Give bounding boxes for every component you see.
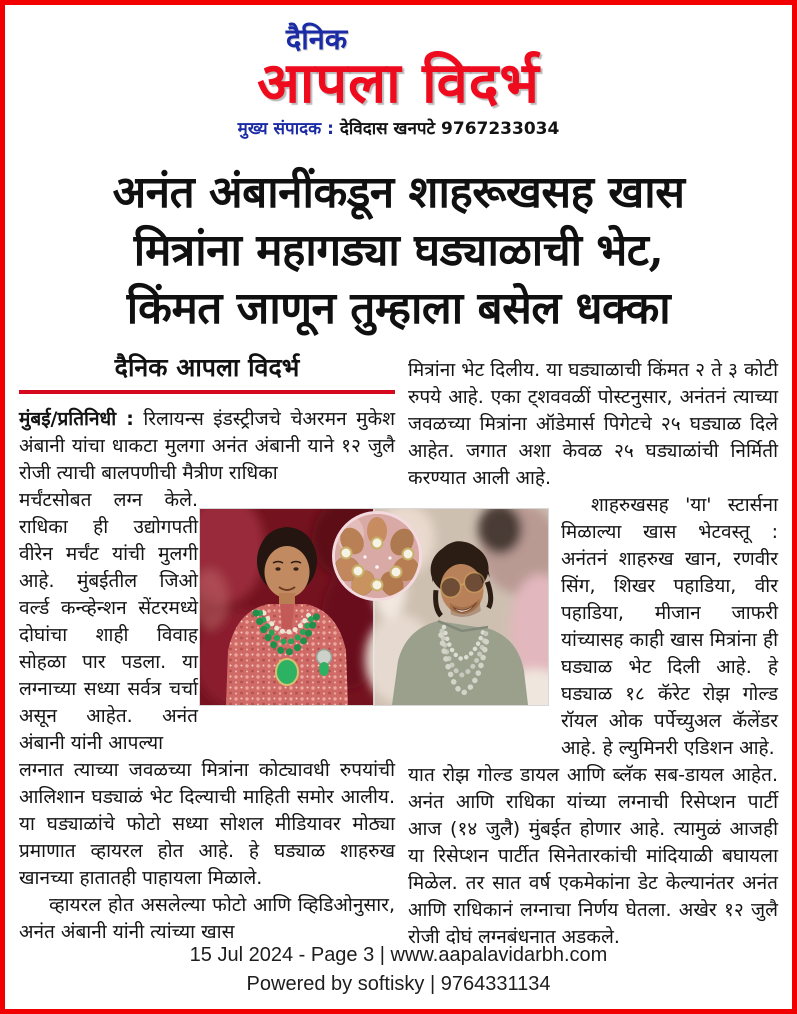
masthead-title: आपला विदर्भ	[257, 51, 540, 116]
article-paragraph: शाहरुखसह 'या' स्टार्सना मिळाल्या खास भेटवस्तू : अनंतनं शाहरुख खान, रणवीर सिंग, शिखर पहाडिया, वीर पहाडिया, मीजान जाफरी यांच्यासह काही खास मित्रांना ही घड्याळ भेट दिली आहे. हे घड्याळ १८ कॅरेट रोझ गोल्ड रॉयल ओक पर्पेच्युअल कॅलेंडर आहे. हे ल्युमिनरी एडिशन आहे.	[561, 494, 778, 759]
article-paragraph: व्हायरल होत असलेल्या फोटो आणि व्हिडिओनुसार, अनंत अंबानी यांनी त्यांच्या खास	[19, 894, 395, 943]
headline-line-2: मित्रांना महागड्या घड्याळाची भेट,	[133, 225, 664, 276]
footer-date-page-website: 15 Jul 2024 - Page 3 | www.aapalavidarbh.com	[189, 944, 608, 966]
article-paragraph: मर्चंटसोबत लग्न केले. राधिका ही उद्योगपती वीरेन मर्चंट यांची मुलगी आहे. मुंबईतील जिओ वर्ल्ड कन्व्हेन्शन सेंटरमध्ये दोघांचा शाही विवाह सोहळा पार पडला. या लग्नाच्या सध्या सर्वत्र चर्चा असून आहेत. अनंत अंबानी यांनी आपल्या	[19, 489, 198, 754]
article-paragraph	[19, 406, 395, 487]
dateline-label: मुंबई/प्रतिनिधी :	[19, 408, 134, 430]
article-paragraph: लग्नात त्याच्या जवळच्या मित्रांना कोट्यावधी रुपयांची आलिशान घड्याळं भेट दिल्याची माहिती समोर आलीय. या घड्याळांचे फोटो सध्या सोशल मीडियावर मोठ्या प्रमाणात व्हायरल होत आहे. हे घड्याळ शाहरुख खानच्या हातातही पाहायला मिळाले.	[19, 759, 395, 889]
section-divider	[19, 390, 395, 394]
footer	[5, 941, 792, 999]
section-header: दैनिक आपला विदर्भ	[114, 353, 300, 382]
headline-line-3: किंमत जाणून तुम्हाला बसेल धक्का	[126, 283, 671, 334]
masthead-pretitle: दैनिक	[285, 22, 348, 56]
masthead-tagline	[5, 121, 792, 138]
editor-label: मुख्य संपादक :	[237, 119, 334, 139]
article-body	[19, 352, 778, 951]
article-paragraph: यात रोझ गोल्ड डायल आणि ब्लॅक सब-डायल आहेत. अनंत आणि राधिका यांच्या लग्नाची रिसेप्शन पार्टी आज (१४ जुलै) मुंबईत होणार आहे. त्यामुळं आजही या रिसेप्शन पार्टीत सिनेतारकांची मांदियाळी बघायला मिळेल. तर सात वर्ष एकमेकांना डेट केल्यानंतर अनंत आणि राधिकानं लग्नाचा निर्णय घेतला. अखेर १२ जुलै रोजी दोघं लग्नबंधनात अडकले.	[408, 764, 778, 948]
wedding-photo	[200, 509, 548, 705]
headline-line-1: अनंत अंबानींकडून शाहरूखसह खास	[112, 167, 685, 218]
editor-name-phone: देविदास खनपटे 9767233034	[339, 119, 560, 139]
headline	[5, 164, 792, 338]
footer-powered-by: Powered by softisky | 9764331134	[246, 973, 551, 995]
masthead	[5, 5, 792, 138]
article-paragraph: मित्रांना भेट दिलीय. या घड्याळाची किंमत २ ते ३ कोटी रुपये आहे. एका ट्शववळीं पोस्टनुसार, अनंतनं त्याच्या जवळच्या मित्रांना ऑडेमार्स पिगेटचे २५ घड्याळ दिले आहेत. जगात अशा केवळ २५ घड्याळांची निर्मिती करण्यात आली आहे.	[408, 359, 778, 489]
paragraph-text: रिलायन्स इंडस्ट्रीजचे चेअरमन मुकेश अंबानी यांचा धाकटा मुलगा अनंत अंबानी याने १२ जुलै रोजी त्याची बालपणीची मैत्रीण राधिका	[19, 408, 395, 484]
